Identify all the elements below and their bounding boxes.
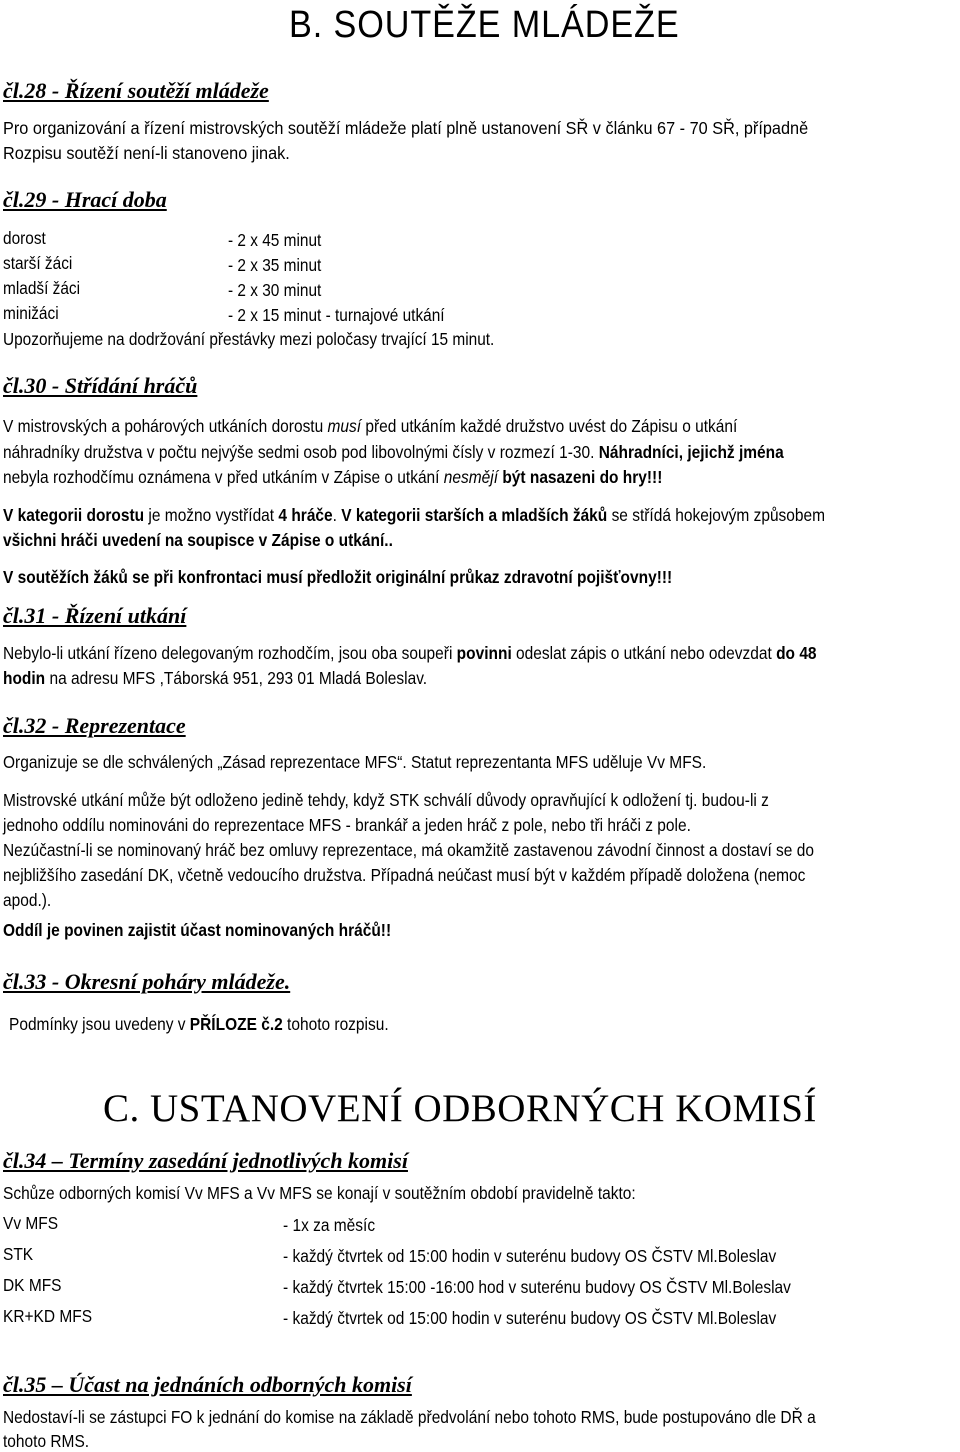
article-28-text-line2: Rozpisu soutěží není-li stanoveno jinak. [3, 143, 290, 163]
playtime-value: - 2 x 15 minut - turnajové utkání [228, 305, 445, 325]
article-30-para2-line2: všichni hráči uvedení na soupisce v Zápise o utkání.. [3, 530, 393, 550]
article-32-para2-line1: Mistrovské utkání může být odloženo jedině tehdy, když STK schválí důvody opravňující k odložení tj. budou-li z [3, 790, 769, 810]
playtime-row [3, 253, 82, 274]
article-35-line1: Nedostaví-li se zástupci FO k jednání do komise na základě předvolání nebo tohoto RMS, bude postupováno dle DŘ a [3, 1407, 816, 1427]
article-33-heading: čl.33 - Okresní poháry mládeže. [3, 969, 291, 994]
article-30-para1-line1: V mistrovských a pohárových utkáních dorostu musí před utkáním každé družstvo uvést do Zápisu o utkání [3, 416, 738, 436]
playtime-row [3, 228, 52, 249]
playtime-category: mladší žáci [3, 278, 81, 298]
commission-name: Vv MFS [3, 1213, 59, 1233]
playtime-category: starší žáci [3, 253, 73, 273]
article-30-para1-line3: nebyla rozhodčímu oznámena v před utkáním v Zápise o utkání nesmějí být nasazeni do hry!!! [3, 467, 663, 487]
playtime-category: minižáci [3, 303, 59, 323]
commission-name: KR+KD MFS [3, 1306, 93, 1326]
article-32-para3-line3: apod.). [3, 890, 52, 910]
article-35-line2: tohoto RMS. [3, 1431, 90, 1451]
playtime-value: - 2 x 35 minut [228, 255, 322, 275]
commission-schedule: - každý čtvrtek od 15:00 hodin v suterénu budovy OS ČSTV Ml.Boleslav [283, 1246, 777, 1266]
commission-schedule: - 1x za měsíc [283, 1215, 376, 1235]
playtime-row [3, 303, 66, 324]
playtime-value: - 2 x 45 minut [228, 230, 322, 250]
article-29-note: Upozorňujeme na dodržování přestávky mezi poločasy trvající 15 minut. [3, 329, 495, 349]
article-32-para2-line2: jednoho oddílu nominováni do reprezentace MFS - brankář a jeden hráč z pole, nebo tři hráči z pole. [3, 815, 691, 835]
article-32-heading: čl.32 - Reprezentace [3, 713, 186, 738]
commission-schedule: - každý čtvrtek od 15:00 hodin v suterénu budovy OS ČSTV Ml.Boleslav [283, 1308, 777, 1328]
article-33-text: Podmínky jsou uvedeny v PŘÍLOZE č.2 tohoto rozpisu. [9, 1014, 389, 1034]
article-28-text-line1: Pro organizování a řízení mistrovských soutěží mládeže platí plně ustanovení SŘ v článku 67 - 70 SŘ, případně [3, 118, 809, 138]
article-34-heading: čl.34 – Termíny zasedání jednotlivých komisí [3, 1148, 408, 1173]
article-30-para1-line2: náhradníky družstva v počtu nejvýše sedmi osob pod libovolnými čísly v rozmezí 1-30. Náhradníci, jejichž jména [3, 442, 784, 462]
article-32-para3-line2: nejbližšího zasedání DK, včetně vedoucího družstva. Případná neúčast musí být v každém případě doložena (nemoc [3, 865, 806, 885]
article-31-heading: čl.31 - Řízení utkání [3, 603, 187, 628]
commission-schedule: - každý čtvrtek 15:00 -16:00 hod v suterénu budovy OS ČSTV Ml.Boleslav [283, 1277, 791, 1297]
commission-name: DK MFS [3, 1275, 62, 1295]
article-29-heading: čl.29 - Hrací doba [3, 187, 167, 212]
playtime-value: - 2 x 30 minut [228, 280, 322, 300]
playtime-category: dorost [3, 228, 46, 248]
section-b-title: B. SOUTĚŽE MLÁDEŽE [289, 4, 680, 46]
article-32-para1: Organizuje se dle schválených „Zásad reprezentace MFS“. Statut reprezentanta MFS uděluje Vv MFS. [3, 752, 707, 772]
section-c-title: C. USTANOVENÍ ODBORNÝCH KOMISÍ [103, 1087, 817, 1130]
article-30-para2-line1: V kategorii dorostu je možno vystřídat 4 hráče. V kategorii starších a mladších žáků se střídá hokejovým způsobem [3, 505, 826, 525]
article-30-para3: V soutěžích žáků se při konfrontaci musí předložit originální průkaz zdravotní pojišťovny!!! [3, 567, 673, 587]
article-31-line1: Nebylo-li utkání řízeno delegovaným rozhodčím, jsou oba soupeři povinni odeslat zápis o utkání nebo odevzdat do 48 [3, 643, 817, 663]
article-32-emphasis: Oddíl je povinen zajistit účast nominovaných hráčů!! [3, 920, 392, 940]
article-31-line2: hodin na adresu MFS ,Táborská 951, 293 01 Mladá Boleslav. [3, 668, 428, 688]
article-32-para3-line1: Nezúčastní-li se nominovaný hráč bez omluvy reprezentace, má okamžitě zastavenou závodní činnost a dostaví se do [3, 840, 814, 860]
article-35-heading: čl.35 – Účast na jednáních odborných komisí [3, 1372, 412, 1397]
article-28-heading: čl.28 - Řízení soutěží mládeže [3, 78, 269, 103]
playtime-row [3, 278, 91, 299]
article-30-heading: čl.30 - Střídání hráčů [3, 373, 198, 398]
commission-name: STK [3, 1244, 34, 1264]
article-34-intro: Schůze odborných komisí Vv MFS a Vv MFS se konají v soutěžním období pravidelně takto: [3, 1183, 636, 1203]
